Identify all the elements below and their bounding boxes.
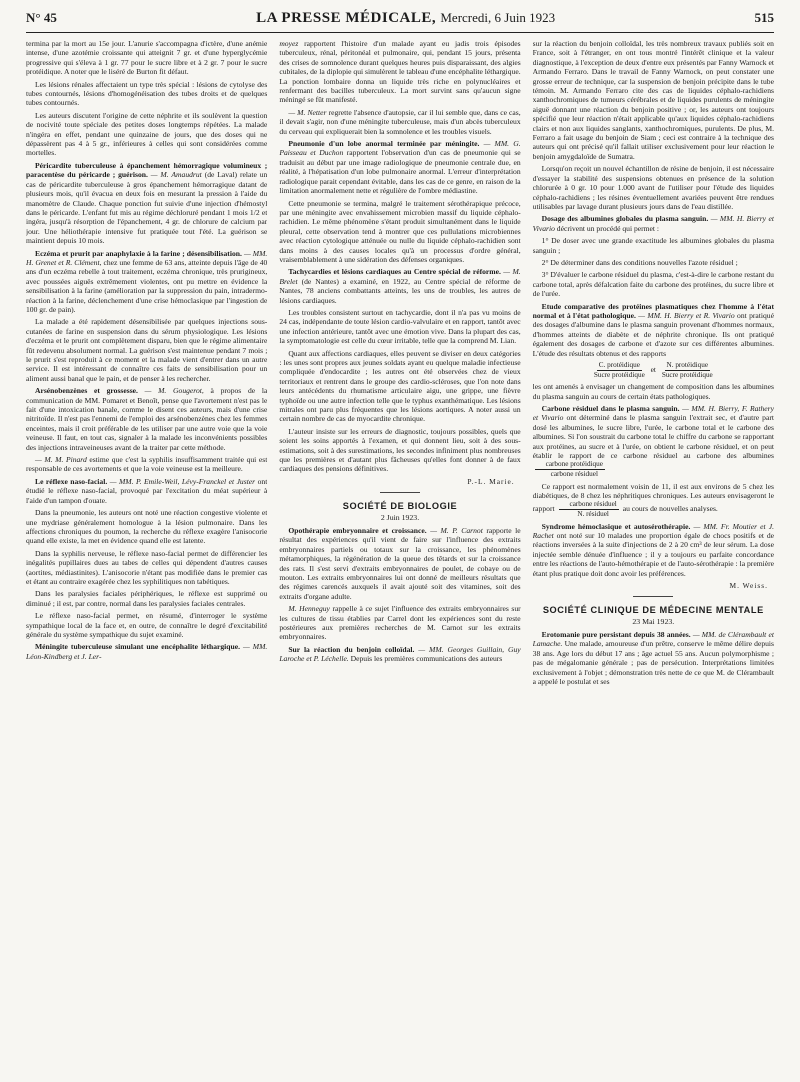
paragraph: Les lésions rénales affectaient un type très spécial : lésions de cytolyse des tubes contournés, lésions d'homogénéisation des tubes droits et de quelques tubes contournés.	[26, 79, 268, 108]
paragraph: La malade a été rapidement désensibilisée par quelques injections sous-cutanées de farine en suspension dans du sérum physiologique. Les lésions d'eczéma et le prurit ont complètement disparu, bien que le régime alimentaire fût redevenu absolument normal. La guérison s'est maintenue pendant 7 mois ; le prurit s'est reproduit à ce moment et la malade vient d'entrer dans un autre service. Il est intéressant de connaître ces faits de sensibilisation pour un aliment aussi banal que le pain, et de penser à les rechercher.	[26, 317, 268, 383]
article	[533, 214, 774, 233]
article-body: rappelle à ce sujet l'influence des extraits embryonnaires sur les cultures de tissu établies par Carrel dont les expériences sont du reste postérieures aux premières recherches de M. Carnot sur les extraits embryonnaires.	[279, 604, 521, 642]
journal-name: LA PRESSE MÉDICALE,	[256, 10, 437, 26]
article	[533, 522, 774, 578]
article-body: Depuis les premières communications des auteurs	[350, 654, 503, 664]
section-title: SOCIÉTÉ CLINIQUE DE MÉDECINE MENTALE	[542, 605, 764, 616]
article-body: rapportent l'histoire d'un malade ayant eu jadis trois épisodes tuberculeux, rénal, péritonéal et pulmonaire, qui, pendant 15 jours, présenta des crises de somnolence durant quelques heures puis disparaissant, des algies cubitales, de la diplopie qui simulèrent le tableau d'une encéphalite léthargique. La ponction lombaire donna un liquide très riche en polynucléaires et renfermant des bacilles tuberculeux. La mort survint sans qu'aucun signe méningé se fût manifesté.	[279, 39, 521, 105]
article-authors: — MM. de Clérambault et Lamache.	[532, 630, 774, 649]
paragraph: les ont amenés à envisager un changement de composition dans les albumines du plasma sanguin au cours de certain états pathologiques.	[532, 382, 774, 401]
article-authors: — MM. Fr. Moutier et J. Rachet	[532, 521, 774, 541]
paragraph: Dans la pneumonie, les auteurs ont noté une réaction congestive violente et une mydriase généralement homologue à la lésion pulmonaire. Dans les affections chroniques du poumon, la recherche du réflexe exagère l'anisocorie quand elle existe, la met en évidence quand elle est latente.	[26, 508, 268, 546]
article-body: chez une femme de 63 ans, atteinte depuis l'âge de 40 ans d'un eczéma rebelle à tout traitement, eczéma chronique, très prurigineux, avec poussées aiguës extrêmement violentes, ont pu mettre en évidence la sensibilisation à la farine (amélioration par la suppression du pain, intradermo-réaction à la farine, déclenchement d'une crise hémoclasique par l'ingestion de 100 gr. de pain).	[26, 257, 268, 314]
formula-ratios	[533, 361, 774, 379]
paragraph: Les auteurs discutent l'origine de cette néphrite et ils soulèvent la question de nocivité toute spéciale des petites doses longtemps répétées. La malade n'ingéra en effet, pendant une quinzaine de jours, que des doses qui ne dépassèrent pas 4 à 5 gr., inférieures à celles qui sont considérées comme mortelles.	[26, 110, 268, 158]
article-authors: — M. P. Carnot	[430, 525, 483, 535]
article-authors: — MM. P. Emile-Weil, Lévy-Franckel et Juster	[109, 476, 256, 486]
article	[533, 482, 774, 519]
fraction-numerator: carbone protéidique	[535, 460, 605, 470]
article-heading: Carbone résiduel dans le plasma sanguin.	[541, 404, 680, 413]
article	[26, 455, 267, 474]
fraction	[592, 361, 647, 379]
article-heading: Etude comparative des protéines plasmatiques chez l'homme à l'état normal et à l'état pathologique.	[532, 301, 774, 320]
page-number: 515	[754, 10, 774, 25]
article	[279, 108, 520, 136]
article	[533, 404, 774, 479]
article	[279, 645, 520, 664]
article-authors: — M. Gougerot,	[144, 386, 204, 396]
article-heading: Erotomanie pure persistant depuis 38 années.	[541, 630, 691, 640]
fraction	[559, 500, 619, 518]
article-body: Une malade, amoureuse d'un prêtre, conserve le même délire depuis 38 ans. Age lors du début 17 ans ; âge actuel 55 ans. Aucun polymorphisme ; pas de mégalomanie générale ; pas de persécution. Interprétations limitées exclusivement à l'objet ; démonstration très nette de ce que M. de Clérambault a appelé le postulat et ses	[532, 639, 774, 687]
article	[533, 302, 774, 358]
formula-conjunction: et	[650, 364, 656, 374]
paragraph: Lorsqu'on reçoit un nouvel échantillon de résine de benjoin, il est nécessaire d'essayer la stabilité des suspensions obtenues en présence de la solution chlorurée à 0 gr. 10 pour 1.000 avant de l'utiliser pour l'étude des liquides céphalo-rachidiens ; les résines éventuellement avariées peuvent être rendues utilisables par lavage durant plusieurs jours dans de l'eau distillée.	[532, 164, 774, 211]
list-item: 3° D'évaluer le carbone résiduel du plasma, c'est-à-dire le carbone restant du carbone total, après défalcation faite du carbone des protéines, du sucre libre et de l'urée.	[532, 270, 774, 299]
issue-number: N° 45	[26, 10, 57, 25]
paragraph: Dans les paralysies faciales périphériques, le réflexe est supprimé ou diminué ; il est, par contre, normal dans les paralysies faciales centrales.	[26, 589, 268, 608]
article-authors: — MM. H. Bierry et Vivario	[532, 214, 774, 233]
article-body: rapporte le résultat des expériences qu'il vient de faire sur l'influence des extraits embryonnaires partiels ou totaux sur la croissance, les phénomènes métamorphiques, la régénération de la queue des têtards et sur la croissance des rats. Il s'est servi d'extraits embryonnaires de poulet, de cobaye ou de mouton. Les extraits embryonnaires lui ont donné de meilleurs résultats que des régimes carencés auxquels il avait ajouté soit des vitamines, soit des extraits d'organe adulte.	[279, 525, 521, 601]
fraction	[535, 460, 605, 478]
article-heading: Pneumonie d'un lobe anormal terminée par méningite.	[288, 139, 480, 149]
article-authors: — MM. Georges Guillain, Guy Laroche et P. Léchelle.	[279, 644, 521, 664]
article	[279, 267, 520, 305]
section-title: SOCIÉTÉ DE BIOLOGIE	[342, 500, 458, 511]
issue-date: Mercredi, 6 Juin 1923	[440, 10, 556, 25]
article	[26, 642, 267, 661]
article	[26, 161, 267, 246]
article-body: rapportent l'observation d'un cas de pneumonie qui se traduisit au début par une image radiologique de pneumonie centrale due, en réalité, à l'hépatisation d'un lobe pulmonaire anormal. L'erreur d'interprétation radiologique parait cependant évitable, dans les cas de ce genre, en raison de la limitation anormalement nette et régulière de l'ombre médiastine.	[279, 148, 521, 196]
paragraph: Le réflexe naso-facial permet, en résumé, d'interroger le système sympathique local de la face et, en outre, de connaître le degré d'excitabilité générale du système sympathique du sujet examiné.	[26, 611, 268, 639]
section-date: 2 Juin 1923.	[380, 512, 420, 522]
list-item: 2° De déterminer dans des conditions nouvelles l'azote résiduel ;	[541, 257, 738, 267]
article-body: estime que c'est la syphilis insuffisamment traitée qui est responsable de ces avortements et que la voie veineuse est la meilleure.	[26, 455, 268, 474]
article-body: au cours de nouvelles analyses.	[622, 504, 718, 514]
fraction-denominator: Sucre protéidique	[661, 370, 713, 379]
fraction	[660, 361, 715, 379]
article-heading: Sur la réaction du benjoin colloïdal.	[288, 644, 415, 654]
list-item: 1° De doser avec une grande exactitude les albumines globales du plasma sanguin ;	[532, 236, 774, 255]
article-authors: — M. Brelet	[279, 267, 521, 286]
paragraph: sur la réaction du benjoin colloïdal, les très nombreux travaux publiés soit en France, soit à l'étranger, en ont tous montré l'intérêt clinique et la valeur diagnostique, à l'exception de deux d'entre eux présentés par Fanny Warnock et Armando Ferraro. Dans le travail de Fanny Warnock, on peut constater une grosse erreur de technique, car la suspension de benjoin précipite dans le tube témoin. M. Armando Ferraro cite des cas de liquides céphalo-rachidiens xanthochromiques de tumeurs cérébrales et de liquides purulents de méningite aiguë donnant une réaction du benjoin positive ; or, les auteurs ont toujours spécifié que leur réaction n'était applicable qu'aux liquides céphalo-rachidiens clairs et non aux liquides sanglants, xanthochromiques, purulents. De plus, M. Ferraro a fait usage du benjoin de Siam ; ceci est contraire à la technique des auteurs qui ont précisé qu'il fallait utiliser exclusivement pour leur réaction le benjoin amygdaloïde de Sumatra.	[532, 39, 774, 161]
article-heading: Tachycardies et lésions cardiaques au Centre spécial de réforme.	[288, 267, 501, 277]
article-heading: Péricardite tuberculeuse à épanchement hémorragique volumineux ; paracentèse du péricarde ; guérison.	[26, 160, 268, 180]
article-body: Ce rapport est normalement voisin de 11, il est aux environs de 5 chez les diabétiques, de 8 chez les néphritiques chroniques. Les auteurs envisageront le rapport	[532, 481, 774, 514]
article-authors: — MM. H. Bierry et R. Vivario	[638, 310, 735, 320]
article	[279, 526, 520, 601]
article-authors: — MM. G. Paisseau et Duchon	[279, 139, 521, 158]
divider	[633, 596, 673, 597]
article-authors: — MM. H. Bierry, F. Rathery et Vivario	[532, 404, 774, 423]
section-date: 23 Mai 1923.	[632, 617, 675, 627]
article-body: ont déterminé dans le plasma sanguin l'extrait sec, et d'autre part dosé les albumines, le sucre libre, l'urée, le carbone total et le carbone des albumines. Si l'on soustrait du carbone total le chiffre du carbone se rapportant aux protéines, au sucre et à l'urée, on obtient le carbone résiduel, et on peut établir le rapport de ce carbone résiduel au carbone des albumines	[532, 413, 774, 461]
article-heading: Le réflexe naso-facial.	[35, 476, 108, 486]
article-body: (de Nantes) a examiné, en 1922, au Centre spécial de réforme de Nantes, 78 anciens combattants atteints, les uns de troubles, les autres de lésions cardiaques.	[279, 276, 521, 305]
article	[26, 249, 267, 315]
fraction-numerator: N. protéidique	[666, 361, 709, 369]
fraction-denominator: Sucre protéidique	[593, 370, 645, 379]
article	[26, 386, 267, 452]
article-authors: — MM. H. Grenet et R. Clément,	[26, 248, 268, 267]
article-heading: Syndrome hémoclasique et autosérothérapie.	[541, 521, 691, 531]
divider	[380, 492, 420, 493]
article-body: décrivent un procédé qui permet :	[556, 223, 660, 233]
article-body: ont étudié le réflexe naso-facial, provoqué par l'excitation du méat supérieur à l'aide d'un tampon d'ouate.	[26, 476, 268, 505]
signature: M. Weiss.	[729, 581, 768, 591]
fraction-numerator: carbone résiduel	[559, 500, 619, 510]
column-3	[533, 39, 774, 1069]
article	[279, 39, 520, 105]
article-authors: moyez	[279, 39, 299, 48]
journal-title	[256, 10, 555, 27]
article	[279, 139, 520, 195]
paragraph: Quant aux affections cardiaques, elles peuvent se diviser en deux catégories : les unes sont propres aux jeunes soldats ayant eu quelque maladie infectieuse compliquée d'endocardite ; les autres ont été observées chez de vieux territoriaux et rentrent dans le groupe des cardio-scléroses, que l'on note dans leurs antécédents du rhumatisme articulaire aigu, une grippe, une fièvre typhoïde ou une autre infection telle que le typhus exanthématique. Les lésions mitrales ont paru plus fréquentes que les lésions aortiques. A noter aussi un certain nombre de cas de myocardite chronique.	[279, 348, 521, 424]
paragraph: Les troubles consistent surtout en tachycardie, dont il n'a pas vu moins de 24 cas, indépendante de toute lésion cardio-valvulaire et en rapport, tantôt avec une infection antérieure, tantôt avec une émotion vive. Dans la plupart des cas, la symptomatologie est celle du cœur irritable, telle que la comprend M. Lian.	[279, 307, 521, 346]
article	[26, 477, 267, 505]
column-1	[26, 39, 267, 1069]
signature: P.-L. Marie.	[467, 476, 515, 486]
article-authors: M. Henneguy	[288, 604, 330, 614]
paragraph: termina par la mort au 15e jour. L'anurie s'accompagna d'ictère, d'une anémie intense, d'une azotémie croissante qui atteignit 7 gr. et d'une hyperglycémie progressive qui s'éleva à 1 gr. 77 pour le sucre libre et à 2 gr. 7 pour le sucre protéidique. A noter que le liséré de Burton fit défaut.	[26, 39, 268, 77]
article-heading: Méningite tuberculeuse simulant une encéphalite léthargique.	[35, 642, 240, 652]
columns	[26, 39, 774, 1069]
article-heading: Dosage des albumines globales du plasma sanguin.	[541, 214, 709, 224]
fraction-denominator: carbone résiduel	[550, 470, 598, 479]
paragraph: L'auteur insiste sur les erreurs de diagnostic, toujours possibles, quels que soient les soins apportés à l'examen, et qui donnent lieu, soit à des sous-estimations, soit à des surestimations, les secondes infiniment plus nombreuses que les premières et d'autant plus fâcheuses qu'elles font donner à de faux cardiaques des pensions définitives.	[279, 426, 521, 474]
article	[279, 604, 520, 642]
article-body: à propos de la communication de MM. Pomaret et Benoît, pense que l'avortement n'est pas le fait d'une intoxication banale, comme le disent ces auteurs, mais d'une crise nitritoïde. Il n'est pas l'ennemi de l'emploi des arsénobenzènes chez les femmes enceintes, mais il croit préférable de les utiliser par une autre voie que la voie veineuse. Il faut, en tout cas, signaler à la malade les inconvénients possibles des injections intraveineuses avant de la traiter par cette méthode.	[26, 386, 268, 452]
article-authors: — MM. Léon-Kindberg et J. Ler-	[26, 642, 268, 661]
article-body: (de Laval) relate un cas de péricardite tuberculeuse à gros épanchement hémorragique datant de plusieurs mois, qu'il évacua en deux fois en mesurant la pression à l'aide du manomètre de Claude. Chaque ponction fut suivie d'une injection d'hémostyl dans le péricarde. L'enfant fut mis au régime déchloruré pendant 1 mois 1/2 et ingéra, jusqu'à résorption de l'épanchement, 4 gr. de chlorure de calcium par jour. Une héliothérapie intensive fut pratiquée tout l'été. La guérison se maintient depuis 10 mois.	[26, 170, 268, 246]
article-heading: Eczéma et prurit par anaphylaxie à la farine ; désensibilisation.	[35, 248, 242, 258]
article-body: ont pratiqué des dosages d'albumine dans le plasma sanguin provenant d'hommes normaux, d'hommes atteints de diabète et de néphrite chronique. Ils ont pratiqué également des dosages de carbone et d'azote sur ces différentes albumines. L'étude des résultats obtenus et des rapports	[532, 310, 774, 358]
fraction-denominator: N. résiduel	[577, 510, 609, 519]
column-2	[279, 39, 520, 1069]
paragraph: Cette pneumonie se termina, malgré le traitement sérothérapique précoce, par une méningite avec envahissement microbien massif du liquide céphalo-rachidien. Le même phénomène s'étant produit simultanément dans le liquide pleural, cette observation tend à montrer que ces pullulations microbiennes avec réaction cytologique atténuée ou nulle du liquide céphalo-rachidien sont dans moins à des causes locales qu'à un processus d'ordre général, vraisemblablement à une sidération des défenses organiques.	[279, 198, 521, 264]
article-heading: Opothérapie embryonnaire et croissance.	[288, 525, 427, 535]
article	[533, 630, 774, 686]
article-heading: Arsénobenzènes et grossesse.	[35, 386, 138, 396]
masthead	[26, 10, 774, 33]
article-body: ont noté sur 10 malades une proportion égale de chocs positifs et de réactions inversées à la suite d'injections de 2 à 20 cm³ de leur sérum. La dose injectée semble dénuée d'influence ; il y a toujours eu parfaite concordance entre les réactions de l'auto-hémothérapie et de l'auto-sérothérapie : la première étant plus pratique doit donc avoir les préférences.	[532, 531, 774, 578]
article-authors: — M. Netter	[288, 107, 327, 117]
article-body: regrette l'absence d'autopsie, car il lui semble que, dans ce cas, il devait s'agir, non d'une méningite tuberculeuse, mais d'un abcès tuberculeux du cerveau qui expliquerait bien la somnolence et les troubles visuels.	[279, 107, 521, 136]
article-authors: — M. Amaudrut	[150, 170, 202, 180]
paragraph: Dans la syphilis nerveuse, le réflexe naso-facial permet de différencier les inégalités pupillaires dues au tabes de celles qui dépendent d'autres causes (aortites, médiastinites). L'anisocorie n'étant pas modifiée dans le premier cas et étant au contraire exagérée chez les syphilitiques non tabétiques.	[26, 548, 268, 586]
fraction-numerator: C. protéidique	[598, 361, 640, 369]
article-authors: — M. M. Pinard	[35, 455, 87, 465]
